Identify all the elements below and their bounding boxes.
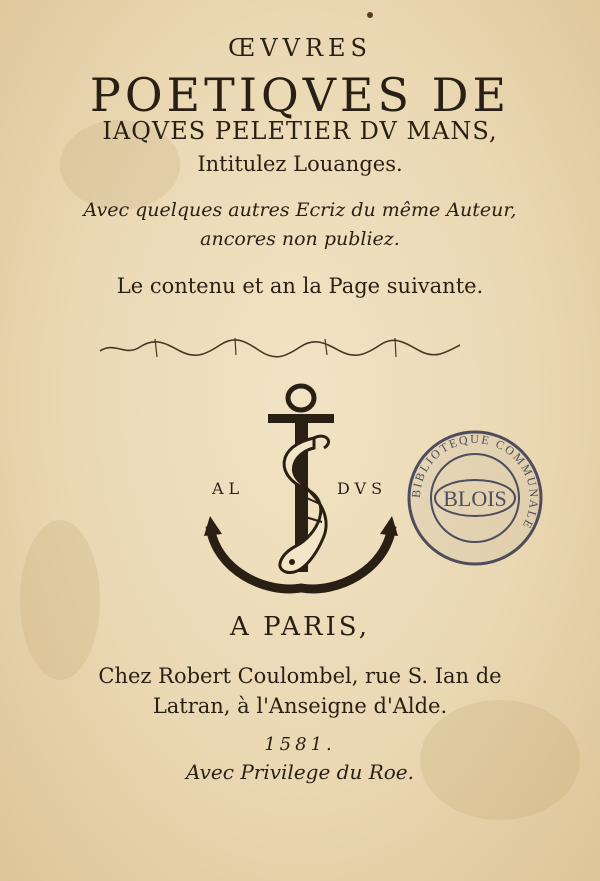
imprint-year: 1581. — [264, 734, 336, 755]
imprint-city: A PARIS, — [230, 612, 370, 642]
subtitle-line-1: Avec quelques autres Ecriz du même Auteur, — [83, 199, 517, 221]
paper-stain — [20, 520, 100, 680]
handwritten-inscription — [95, 333, 465, 363]
title-line-4: Intitulez Louanges. — [197, 152, 403, 176]
printer-mark-label-right: DVS — [337, 479, 388, 498]
title-line-3: IAQVES PELETIER DV MANS, — [102, 117, 498, 145]
contents-note: Le contenu et an la Page suivante. — [116, 274, 484, 298]
imprint-line-2: Latran, à l'Anseigne d'Alde. — [152, 694, 448, 718]
stamp-center-text: BLOIS — [443, 486, 507, 511]
imprint-privilege: Avec Privilege du Roe. — [186, 760, 414, 784]
library-stamp — [405, 428, 545, 568]
subtitle-line-2: ancores non publiez. — [200, 228, 400, 250]
title-line-2: POETIQVES DE — [89, 68, 511, 122]
stamp-ring-text: BIBLIOTEQUE COMMUNALE — [408, 431, 542, 533]
ink-dot — [367, 12, 373, 18]
title-line-1: ŒVVRES — [228, 34, 372, 62]
imprint-line-1: Chez Robert Coulombel, rue S. Ian de — [98, 664, 502, 688]
printer-mark-label-left: AL — [212, 479, 245, 498]
